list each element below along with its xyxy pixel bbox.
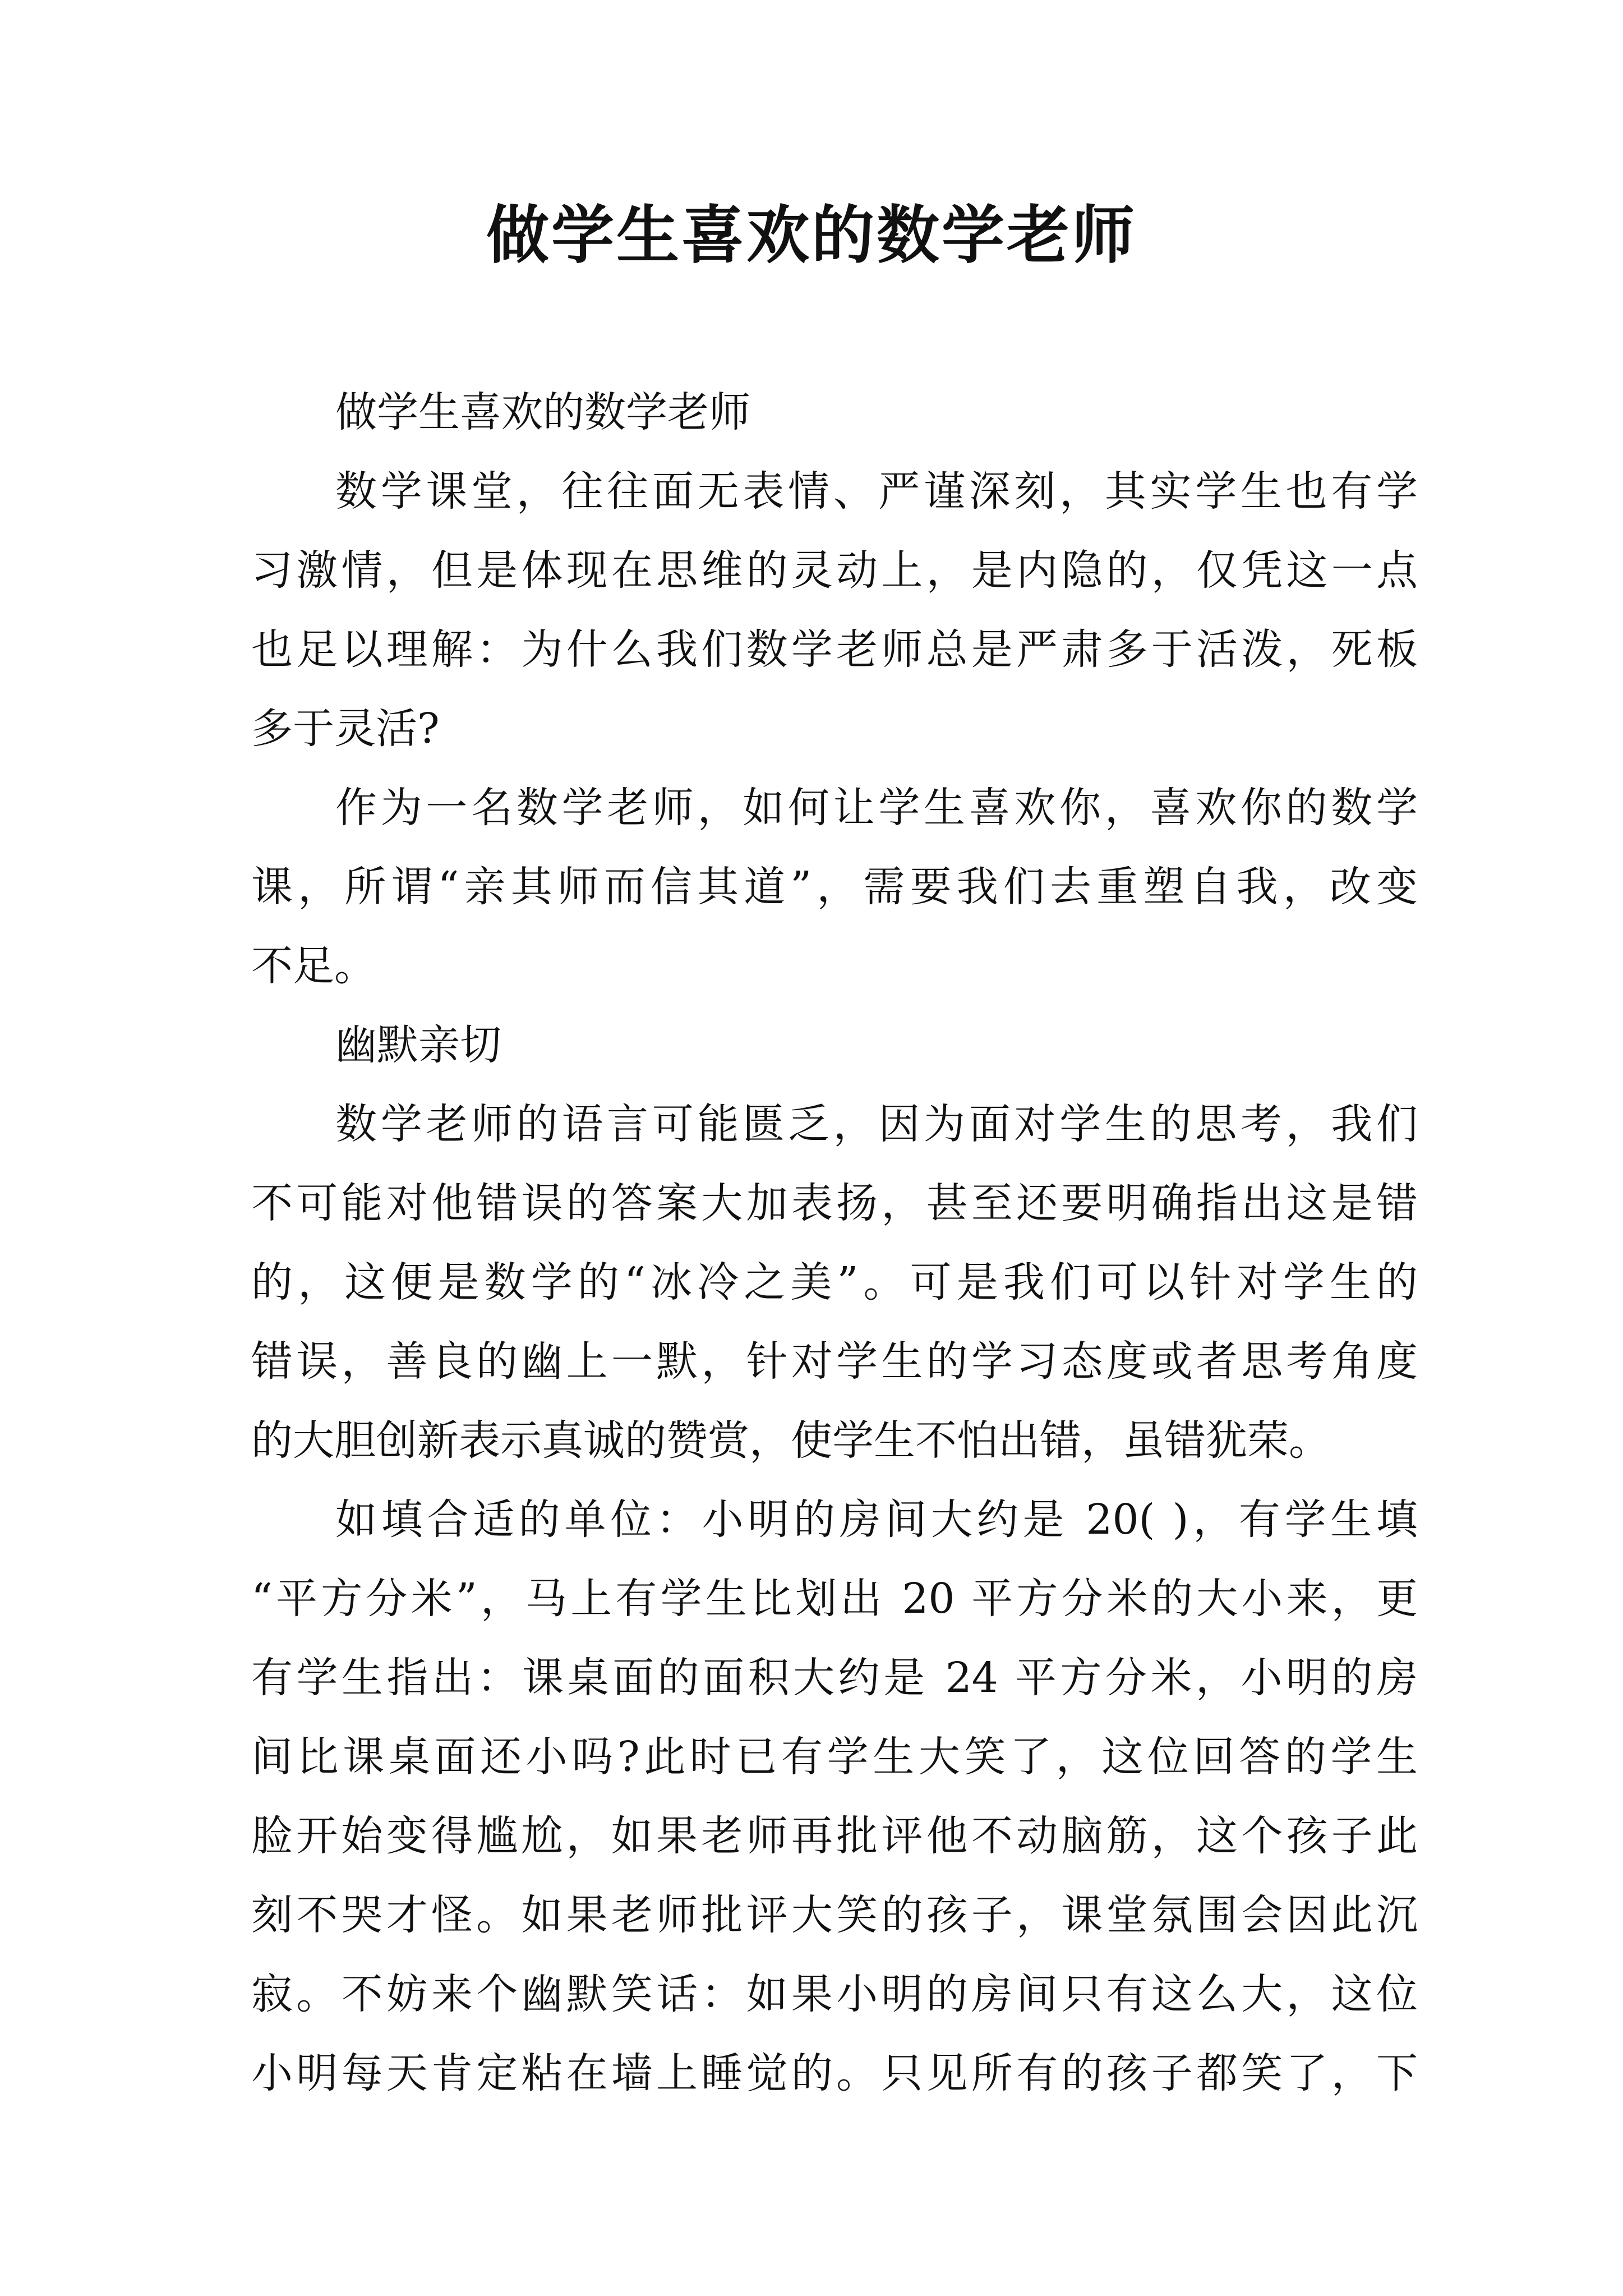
section-heading: 幽默亲切 — [335, 1021, 501, 1069]
paragraph-line: 如填合适的单位：小明的房间大约是 20( )，有学生填 — [335, 1496, 1418, 1544]
paragraph-line: 课，所谓“亲其师而信其道”，需要我们去重塑自我，改变 — [251, 863, 1418, 911]
paragraph-line: 数学课堂，往往面无表情、严谨深刻，其实学生也有学 — [335, 467, 1418, 516]
paragraph-line: 的大胆创新表示真诚的赞赏，使学生不怕出错，虽错犹荣。 — [251, 1416, 1330, 1465]
document-title: 做学生喜欢的数学老师 — [486, 199, 1137, 272]
paragraph-line: 有学生指出：课桌面的面积大约是 24 平方分米，小明的房 — [251, 1654, 1418, 1702]
paragraph-line: 刻不哭才怪。如果老师批评大笑的孩子，课堂氛围会因此沉 — [251, 1891, 1418, 1939]
paragraph-line: 的，这便是数学的“冰冷之美”。可是我们可以针对学生的 — [251, 1258, 1418, 1306]
paragraph-line: 间比课桌面还小吗?此时已有学生大笑了，这位回答的学生 — [251, 1733, 1418, 1781]
paragraph-line: 多于灵活? — [251, 705, 440, 753]
paragraph-line: 数学老师的语言可能匮乏，因为面对学生的思考，我们 — [335, 1100, 1418, 1148]
paragraph-line: 错误，善良的幽上一默，针对学生的学习态度或者思考角度 — [251, 1337, 1418, 1386]
paragraph-line: 脸开始变得尴尬，如果老师再批评他不动脑筋，这个孩子此 — [251, 1812, 1418, 1860]
paragraph-line: 作为一名数学老师，如何让学生喜欢你，喜欢你的数学 — [335, 784, 1418, 832]
paragraph-line: 小明每天肯定粘在墙上睡觉的。只见所有的孩子都笑了，下 — [251, 2049, 1418, 2097]
paragraph-line: 寂。不妨来个幽默笑话：如果小明的房间只有这么大，这位 — [251, 1970, 1418, 2018]
subtitle-line: 做学生喜欢的数学老师 — [335, 388, 750, 436]
paragraph-line: “平方分米”，马上有学生比划出 20 平方分米的大小来，更 — [251, 1575, 1418, 1623]
paragraph-line: 不可能对他错误的答案大加表扬，甚至还要明确指出这是错 — [251, 1179, 1418, 1227]
paragraph-line: 也足以理解：为什么我们数学老师总是严肃多于活泼，死板 — [251, 625, 1418, 674]
paragraph-line: 不足。 — [251, 942, 376, 990]
paragraph-line: 习激情，但是体现在思维的灵动上，是内隐的，仅凭这一点 — [251, 546, 1418, 595]
